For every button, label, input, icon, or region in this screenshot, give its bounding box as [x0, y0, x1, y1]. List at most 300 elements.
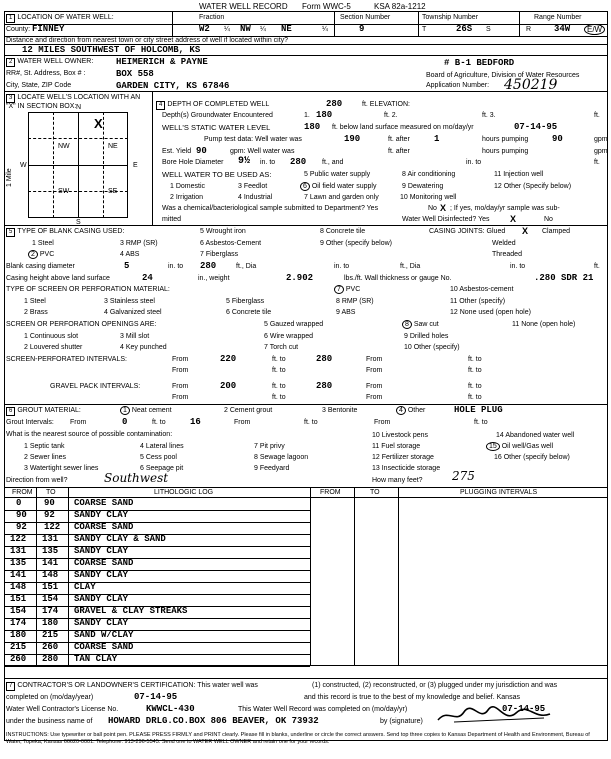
chemical-sample-tail: ; If yes, mo/day/yr sample was sub- — [450, 205, 560, 212]
section-4-heading — [156, 101, 269, 110]
log-row-rule — [4, 558, 310, 559]
ksa-reference: KSA 82a-1212 — [374, 2, 426, 11]
divider — [4, 404, 608, 405]
log-desc-cell: COARSE SAND — [74, 522, 134, 532]
use-domestic[interactable]: 1 Domestic — [170, 183, 206, 190]
address-label: RR#, St. Address, Box # : — [6, 70, 86, 77]
casing-height-value[interactable]: 24 — [142, 273, 153, 283]
casing-height-label: Casing height above land surface — [6, 275, 110, 282]
contam-septic[interactable]: 1 Septic tank — [24, 443, 65, 450]
log-desc-cell: CLAY — [74, 582, 96, 592]
circled-option: 7 — [334, 285, 344, 294]
screen-asbestos[interactable]: 10 Asbestos-cement — [450, 286, 514, 293]
quarter-3: ¼ — [322, 26, 328, 33]
township-value[interactable]: 26S — [456, 24, 473, 34]
section-5-heading — [6, 228, 124, 237]
casing-depth-value[interactable]: 280 — [200, 261, 217, 271]
section-label: LOCATE WELL'S LOCATION WITH AN "X" IN SECTION BOX: — [6, 94, 141, 110]
table-row — [4, 630, 304, 643]
log-from-cell: 180 — [10, 630, 27, 640]
log-desc-cell: SANDY CLAY — [74, 510, 129, 520]
casing-gauge-value[interactable]: .280 SDR 21 — [534, 273, 594, 283]
disinfected-label: Water Well Disinfected? Yes — [402, 216, 490, 223]
completed-label: completed on (mo/day/year) — [6, 694, 94, 701]
table-row — [4, 606, 304, 619]
screen-other[interactable]: 11 Other (specify) — [450, 298, 506, 305]
joints-glued-mark[interactable]: X — [522, 226, 529, 236]
sw-label: SW — [58, 188, 70, 195]
use-public-supply[interactable]: 5 Public water supply — [304, 171, 371, 178]
record-completed-label: This Water Well Record was completed on (mo/day/yr) — [238, 706, 408, 713]
log-from-cell: 154 — [10, 606, 27, 616]
contam-other[interactable]: 16 Other (specify below) — [494, 454, 570, 461]
casing-other[interactable]: 9 Other (specify below) — [320, 240, 392, 247]
contractor-signature — [434, 704, 554, 726]
log-to-cell: 215 — [42, 630, 59, 640]
table-row — [4, 534, 304, 547]
grout-from-value[interactable]: 0 — [122, 417, 128, 427]
screen-rmp[interactable]: 8 RMP (SR) — [336, 298, 374, 305]
divider — [334, 11, 335, 36]
divider — [4, 225, 608, 226]
instructions: INSTRUCTIONS: Use typewriter or ball point pen. PLEASE PRESS FIRMLY and PRINT clearly. Please fill in blanks, underline or circle the correct answers. Send top three copies to Kansas Department of Health and Environment, Bureau of Water, Topeka, Kansas 66620-0001. Telephone: 913-296-5545. Send one to WATER WELL OWNER and retain one for your records. — [6, 732, 590, 745]
depth-value[interactable]: 280 — [326, 99, 343, 109]
log-to-cell: 180 — [42, 618, 59, 628]
address-value[interactable]: BOX 558 — [116, 69, 154, 79]
section-6-heading — [6, 407, 81, 416]
contamination-label: What is the nearest source of possible contamination: — [6, 431, 173, 438]
east-label: E — [133, 162, 138, 169]
nw-label: NW — [58, 143, 70, 150]
gw1-value[interactable]: 180 — [316, 110, 333, 120]
static-level-label: WELL'S STATIC WATER LEVEL — [162, 123, 271, 132]
screen-from-label-2: From — [172, 367, 189, 374]
gravel-ft-from: From — [366, 383, 383, 390]
section-label: LOCATION OF WATER WELL: — [17, 14, 114, 21]
use-irrigation[interactable]: 2 Irrigation — [170, 194, 204, 201]
contam-insecticide[interactable]: 13 Insecticide storage — [372, 465, 441, 472]
use-other[interactable]: 12 Other (Specify below) — [494, 183, 572, 190]
grout-to-label-2: ft. to — [304, 419, 318, 426]
table-row — [4, 570, 304, 583]
log-from2-header: FROM — [320, 489, 341, 496]
log-from-cell: 122 — [10, 534, 27, 544]
log-to-cell: 92 — [44, 510, 55, 520]
grout-from-label-3: From — [374, 419, 391, 426]
log-to-header: TO — [46, 489, 56, 496]
pump-after-label: ft. after — [388, 136, 410, 143]
depth-label: DEPTH OF COMPLETED WELL — [167, 101, 270, 108]
casing-label: TYPE OF BLANK CASING USED: — [17, 228, 125, 235]
log-to-cell: 154 — [42, 594, 59, 604]
screen-concrete[interactable]: 6 Concrete tile — [226, 309, 272, 316]
owner-label: WATER WELL OWNER: — [17, 58, 94, 65]
bore-label: Bore Hole Diameter — [162, 159, 224, 166]
grout-other-value[interactable]: HOLE PLUG — [454, 405, 503, 415]
log-desc-cell: SANDY CLAY — [74, 570, 129, 580]
section-number: 4 — [156, 101, 165, 110]
log-from-header: FROM — [12, 489, 33, 496]
direction-label: Direction from well? — [6, 477, 68, 484]
distance-value[interactable]: 12 MILES SOUTHWEST OF HOLCOMB, KS — [22, 45, 201, 55]
pump-test-label: Pump test data: Well water was — [204, 136, 302, 143]
log-lithologic-header: LITHOLOGIC LOG — [154, 489, 214, 496]
hours-pumping-label: hours pumping — [482, 136, 529, 143]
divider — [53, 112, 54, 218]
divider — [4, 678, 608, 679]
contam-sewer[interactable]: 2 Sewer lines — [24, 454, 67, 461]
divider — [4, 665, 608, 666]
screen-type-label: TYPE OF SCREEN OR PERFORATION MATERIAL: — [6, 286, 170, 293]
contam-cess-pool[interactable]: 5 Cess pool — [140, 454, 177, 461]
circled-option: 8 — [402, 320, 412, 329]
screen-none[interactable]: 12 None used (open hole) — [450, 309, 531, 316]
section-1-heading — [6, 14, 114, 23]
fraction-label: Fraction — [199, 14, 225, 21]
yield-tail: gpm: Well water was — [230, 148, 295, 155]
quarter-1: ¼ — [224, 26, 230, 33]
contam-fertilizer[interactable]: 12 Fertilizer storage — [372, 454, 434, 461]
city-value[interactable]: GARDEN CITY, KS 67846 — [116, 81, 230, 91]
range-value[interactable]: 34W — [554, 24, 571, 34]
gravel-ft-from-2: From — [366, 394, 383, 401]
static-level-date[interactable]: 07-14-95 — [514, 122, 558, 132]
distance-label: Distance and direction from nearest town or city street address of well if located within city? — [6, 37, 289, 44]
application-label: Application Number: — [426, 82, 490, 89]
contam-abandoned[interactable]: 14 Abandoned water well — [496, 432, 575, 439]
groundwater-label: Depth(s) Groundwater Encountered — [162, 112, 273, 119]
log-desc-cell: SANDY CLAY — [74, 618, 129, 628]
log-row-rule — [4, 594, 310, 595]
gravel-intervals-label: GRAVEL PACK INTERVALS: — [50, 383, 141, 390]
chemical-no-mark[interactable]: X — [440, 203, 447, 213]
north-label: N — [76, 104, 82, 111]
business-value[interactable]: HOWARD DRLG.CO.BOX 806 BEAVER, OK 73932 — [108, 716, 319, 726]
grout-other-circled[interactable]: 4 Other — [396, 407, 425, 415]
log-row-rule — [4, 666, 310, 667]
log-to-cell: 148 — [42, 570, 59, 580]
gw3-number: ft. 3. — [482, 112, 496, 119]
log-desc-cell: SANDY CLAY — [74, 594, 129, 604]
table-row — [4, 546, 304, 559]
business-label: under the business name of — [6, 718, 93, 725]
log-from-cell: 135 — [10, 558, 27, 568]
yield-hours-label: hours pumping — [482, 148, 529, 155]
bore-in-to: in. to — [260, 159, 276, 166]
log-from-cell: 131 — [10, 546, 27, 556]
screen-fiberglass[interactable]: 5 Fiberglass — [226, 298, 265, 305]
contam-lagoon[interactable]: 8 Sewage lagoon — [254, 454, 309, 461]
grout-cement-grout[interactable]: 2 Cement grout — [224, 407, 273, 414]
log-to-cell: 122 — [44, 522, 61, 532]
casing-weight-label: in., weight — [198, 275, 230, 282]
contam-seepage[interactable]: 6 Seepage pit — [140, 465, 184, 472]
distance-feet-label: How many feet? — [372, 477, 423, 484]
screen-from-label: From — [172, 356, 189, 363]
township-s: S — [486, 26, 491, 33]
screen-pvc-circled[interactable]: 7 PVC — [334, 286, 360, 294]
opening-saw-cut-circled[interactable]: 8 Saw cut — [402, 321, 439, 329]
log-row-rule — [4, 606, 310, 607]
screen-from-value[interactable]: 220 — [220, 354, 237, 364]
casing-joints-label: CASING JOINTS: Glued — [429, 228, 506, 235]
elevation-label: ft. ELEVATION: — [362, 101, 410, 108]
log-desc-cell: COARSE SAND — [74, 498, 134, 508]
static-level-value[interactable]: 180 — [304, 122, 321, 132]
contam-livestock[interactable]: 10 Livestock pens — [372, 432, 429, 439]
yield-value[interactable]: 90 — [196, 146, 207, 156]
yield-after-label: ft. after — [388, 148, 410, 155]
form-title: WATER WELL RECORD — [199, 2, 288, 11]
grout-to-label-3: ft. to — [474, 419, 488, 426]
section-number: 2 — [6, 58, 15, 67]
divider — [4, 24, 608, 25]
grout-neat-cement-circled[interactable]: 1 Neat cement — [120, 407, 172, 415]
bore-ft-label: ft. — [594, 159, 600, 166]
log-desc-cell: COARSE SAND — [74, 642, 134, 652]
use-lawn-garden[interactable]: 7 Lawn and garden only — [304, 194, 379, 201]
ft-label: ft. — [594, 112, 600, 119]
screen-to-label: ft. to — [272, 356, 286, 363]
contam-lateral[interactable]: 4 Lateral lines — [140, 443, 184, 450]
contam-fuel[interactable]: 11 Fuel storage — [372, 443, 421, 450]
log-desc-cell: GRAVEL & CLAY STREAKS — [74, 606, 188, 616]
log-from-cell: 148 — [10, 582, 27, 592]
opening-gauzed[interactable]: 5 Gauzed wrapped — [264, 321, 324, 328]
screen-brass[interactable]: 2 Brass — [24, 309, 48, 316]
form-number: Form WWC-5 — [302, 2, 351, 11]
casing-steel[interactable]: 1 Steel — [32, 240, 54, 247]
se-label: SE — [108, 188, 118, 195]
log-from-cell: 151 — [10, 594, 27, 604]
fraction-1[interactable]: W2 — [199, 24, 210, 34]
grout-to-value[interactable]: 16 — [190, 417, 201, 427]
west-label: W — [20, 162, 27, 169]
well-location-mark[interactable]: X — [94, 116, 103, 131]
license-label: Water Well Contractor's License No. — [6, 706, 119, 713]
use-air-conditioning[interactable]: 8 Air conditioning — [402, 171, 456, 178]
gravel-to-label: ft. to — [272, 383, 286, 390]
log-row-rule — [4, 618, 310, 619]
board-label: Board of Agriculture, Division of Water Resources — [426, 72, 580, 79]
log-desc-cell: SAND W/CLAY — [74, 630, 134, 640]
well-identifier[interactable]: # B-1 BEDFORD — [444, 58, 515, 68]
table-row — [4, 582, 304, 595]
casing-wrought-iron[interactable]: 5 Wrought iron — [200, 228, 246, 235]
casing-weight-value[interactable]: 2.902 — [286, 273, 314, 283]
screen-galvanized[interactable]: 4 Galvanized steel — [104, 309, 162, 316]
use-dewatering[interactable]: 9 Dewatering — [402, 183, 444, 190]
bore-in-to-2: in. to — [466, 159, 482, 166]
ne-label: NE — [108, 143, 118, 150]
casing-diameter-label: Blank casing diameter — [6, 263, 75, 270]
log-row-rule — [4, 534, 310, 535]
circled-option: 2 — [28, 250, 38, 259]
grout-bentonite[interactable]: 3 Bentonite — [322, 407, 358, 414]
circled-option: 6 — [300, 182, 310, 191]
bore-depth-value[interactable]: 280 — [290, 157, 307, 167]
county-label: County: — [6, 26, 31, 33]
screen-abs[interactable]: 9 ABS — [336, 309, 356, 316]
casing-asbestos[interactable]: 6 Asbestos-Cement — [200, 240, 262, 247]
log-row-rule — [4, 522, 310, 523]
gw2-number: ft. 2. — [384, 112, 398, 119]
gravel-from-value[interactable]: 200 — [220, 381, 237, 391]
use-feedlot[interactable]: 3 Feedlot — [238, 183, 268, 190]
township-label: Township Number — [422, 14, 479, 21]
divider — [519, 11, 520, 36]
table-row — [4, 522, 304, 535]
opening-none[interactable]: 11 None (open hole) — [512, 321, 576, 328]
log-from-cell: 90 — [16, 510, 27, 520]
section-number: 3 — [6, 94, 15, 103]
log-desc-cell: SANDY CLAY — [74, 546, 129, 556]
county-value[interactable]: FINNEY — [32, 24, 65, 34]
well-use-label: WELL WATER TO BE USED AS: — [162, 170, 272, 179]
log-plugging-header: PLUGGING INTERVALS — [460, 489, 538, 496]
table-row — [4, 642, 304, 655]
opening-torch[interactable]: 7 Torch cut — [264, 344, 299, 351]
use-industrial[interactable]: 4 Industrial — [238, 194, 273, 201]
range-label: Range Number — [534, 14, 582, 21]
contam-pit-privy[interactable]: 7 Pit privy — [254, 443, 285, 450]
casing-concrete[interactable]: 8 Concrete tile — [320, 228, 366, 235]
casing-gauge-label: lbs./ft. Wall thickness or gauge No. — [344, 275, 452, 282]
opening-louvered[interactable]: 2 Louvered shutter — [24, 344, 83, 351]
casing-abs[interactable]: 4 ABS — [120, 251, 140, 258]
gravel-to-label-2: ft. to — [272, 394, 286, 401]
use-oil-field-circled[interactable]: 6 Oil field water supply — [300, 183, 376, 191]
opening-wire[interactable]: 6 Wire wrapped — [264, 333, 314, 340]
log-to-cell: 260 — [42, 642, 59, 652]
bore-and-label: ft., and — [322, 159, 344, 166]
screen-to-label-2: ft. to — [272, 367, 286, 374]
section-7-heading — [6, 682, 258, 691]
opening-continuous[interactable]: 1 Continuous slot — [24, 333, 79, 340]
disinfected-yes-mark[interactable]: X — [510, 214, 517, 224]
section-number-value[interactable]: 9 — [359, 24, 365, 34]
completed-date[interactable]: 07-14-95 — [134, 692, 178, 702]
gravel-ft-to: ft. to — [468, 383, 482, 390]
casing-fiberglass[interactable]: 7 Fiberglass — [200, 251, 239, 258]
section-number: 1 — [6, 14, 15, 23]
log-to-cell: 174 — [42, 606, 59, 616]
city-label: City, State, ZIP Code — [6, 82, 72, 89]
divider — [4, 91, 608, 92]
use-injection[interactable]: 11 Injection well — [494, 171, 544, 178]
log-desc-cell: COARSE SAND — [74, 558, 134, 568]
opening-mill-slot[interactable]: 3 Mill slot — [120, 333, 150, 340]
divider — [152, 91, 153, 225]
certification-label: CONTRACTOR'S OR LANDOWNER'S CERTIFICATION: This water well was — [17, 682, 258, 689]
section-number-label: Section Number — [340, 14, 391, 21]
certification-options[interactable]: (1) constructed, (2) reconstructed, or (3) plugged under my jurisdiction and was — [312, 682, 558, 689]
record-date[interactable]: 07-14-95 — [502, 704, 546, 714]
section-number: 7 — [6, 682, 15, 691]
openings-label: SCREEN OR PERFORATION OPENINGS ARE: — [6, 321, 157, 328]
log-desc-cell: TAN CLAY — [74, 654, 118, 664]
owner-value[interactable]: HEIMERICH & PAYNE — [116, 57, 208, 67]
casing-rmp[interactable]: 3 RMP (SR) — [120, 240, 158, 247]
casing-ft: ft. — [594, 263, 600, 270]
gravel-to-value[interactable]: 280 — [316, 381, 333, 391]
log-from-cell: 0 — [16, 498, 22, 508]
log-row-rule — [4, 630, 310, 631]
application-number[interactable]: 450219 — [504, 77, 558, 93]
log-row-rule — [4, 546, 310, 547]
screen-stainless[interactable]: 3 Stainless steel — [104, 298, 155, 305]
divider — [418, 11, 419, 36]
fraction-2[interactable]: NW — [240, 24, 251, 34]
contam-feedyard[interactable]: 9 Feedyard — [254, 465, 290, 472]
joints-welded: Welded — [492, 240, 516, 247]
east-west-circled[interactable]: E/W — [584, 24, 605, 35]
disinfected-no-label: No — [544, 216, 553, 223]
pump-level-value[interactable]: 190 — [344, 134, 361, 144]
section-number: 5 — [6, 228, 15, 237]
divider — [28, 138, 128, 139]
casing-in-to-3: in. to — [510, 263, 526, 270]
pump-hours-value[interactable]: 1 — [434, 134, 440, 144]
casing-diameter-value[interactable]: 5 — [124, 261, 130, 271]
log-to-cell: 151 — [42, 582, 59, 592]
opening-drilled[interactable]: 9 Drilled holes — [404, 333, 449, 340]
screen-steel[interactable]: 1 Steel — [24, 298, 46, 305]
quarter-2: ¼ — [260, 26, 266, 33]
table-row — [4, 510, 304, 523]
bore-value[interactable]: 9½ — [238, 156, 251, 167]
opening-other[interactable]: 10 Other (specify) — [404, 344, 460, 351]
casing-pvc-circled[interactable]: 2 PVC — [28, 251, 54, 259]
table-row — [4, 558, 304, 571]
mitted-label: mitted — [162, 216, 182, 223]
log-from-cell: 92 — [16, 522, 27, 532]
log-to-cell: 90 — [44, 498, 55, 508]
direction-value[interactable]: Southwest — [104, 471, 169, 485]
distance-feet-value[interactable]: 275 — [452, 469, 475, 483]
table-row — [4, 618, 304, 631]
signature-label: by (signature) — [380, 718, 423, 725]
range-r: R — [526, 26, 532, 33]
opening-key-punched[interactable]: 4 Key punched — [120, 344, 167, 351]
contam-oil-gas-circled[interactable]: 15 Oil well/Gas well — [486, 443, 553, 451]
log-row-rule — [4, 510, 310, 511]
license-value[interactable]: KWWCL-430 — [146, 704, 195, 714]
screen-ft-from-2: From — [366, 367, 383, 374]
gravel-from-label: From — [172, 383, 189, 390]
fraction-3[interactable]: NE — [281, 24, 292, 34]
divider — [4, 487, 608, 488]
gravel-ft-to-2: ft. to — [468, 394, 482, 401]
yield-gpm-label: gpm — [594, 148, 608, 155]
divider — [28, 165, 128, 166]
log-from-cell: 260 — [10, 654, 27, 664]
log-to-cell: 135 — [42, 546, 59, 556]
screen-to-value[interactable]: 280 — [316, 354, 333, 364]
log-row-rule — [4, 570, 310, 571]
log-row-rule — [4, 582, 310, 583]
log-row-rule — [4, 654, 310, 655]
log-from-cell: 174 — [10, 618, 27, 628]
pump-gpm-value[interactable]: 90 — [552, 134, 563, 144]
gravel-from-label-2: From — [172, 394, 189, 401]
log-to-cell: 131 — [42, 534, 59, 544]
chemical-sample-label: Was a chemical/bacteriological sample submitted to Department? Yes — [162, 205, 379, 212]
joints-threaded: Threaded — [492, 251, 522, 258]
gpm-label: gpm — [594, 136, 608, 143]
use-monitoring[interactable]: 10 Monitoring well — [400, 194, 457, 201]
contam-watertight[interactable]: 3 Watertight sewer lines — [24, 465, 99, 472]
